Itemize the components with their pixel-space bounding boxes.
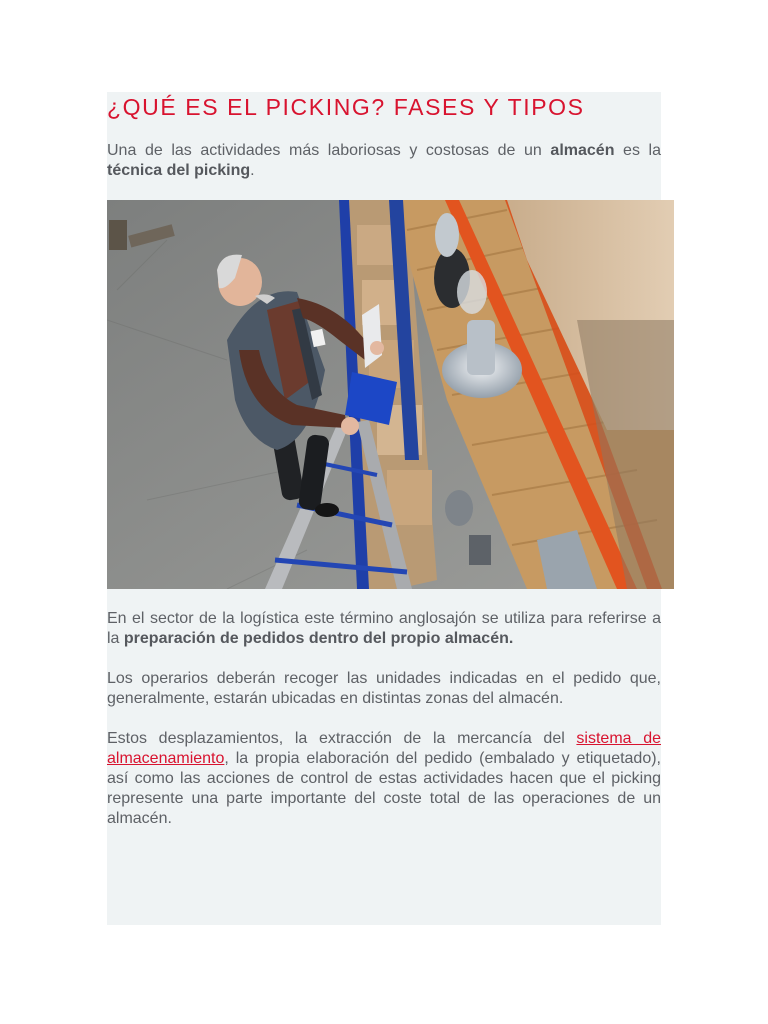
warehouse-photo	[107, 200, 674, 589]
definition-paragraph	[107, 609, 661, 649]
costs-text: , la propia elaboración del pedido (embalado y etiquetado), así como las acciones de control de estas actividades hacen que el picking represente una parte importante del coste total de las operaciones de un almacén.	[107, 750, 661, 827]
intro-text: Una de las actividades más laboriosas y costosas de un	[107, 142, 551, 159]
intro-bold-picking: técnica del picking	[107, 162, 251, 179]
definition-text: En el sector de la logística este término anglosajón se utiliza para referirse a la	[107, 610, 661, 647]
operators-paragraph: Los operarios deberán recoger las unidades indicadas en el pedido que, generalmente, estarán ubicadas en distintas zonas del almacén.	[107, 670, 661, 707]
intro-bold-almacen: almacén	[550, 142, 615, 159]
intro-paragraph	[107, 141, 661, 181]
costs-paragraph	[107, 729, 661, 829]
costs-text: Estos desplazamientos, la extracción de la mercancía del	[107, 730, 577, 747]
storage-system-link[interactable]: sistema de almacenamiento	[107, 730, 661, 767]
box	[387, 470, 432, 525]
intro-text: .	[250, 162, 255, 179]
intro-text: es la	[614, 142, 661, 159]
article-title: ¿QUÉ ES EL PICKING? FASES Y TIPOS	[107, 94, 585, 120]
definition-bold: preparación de pedidos dentro del propio almacén.	[123, 630, 514, 647]
